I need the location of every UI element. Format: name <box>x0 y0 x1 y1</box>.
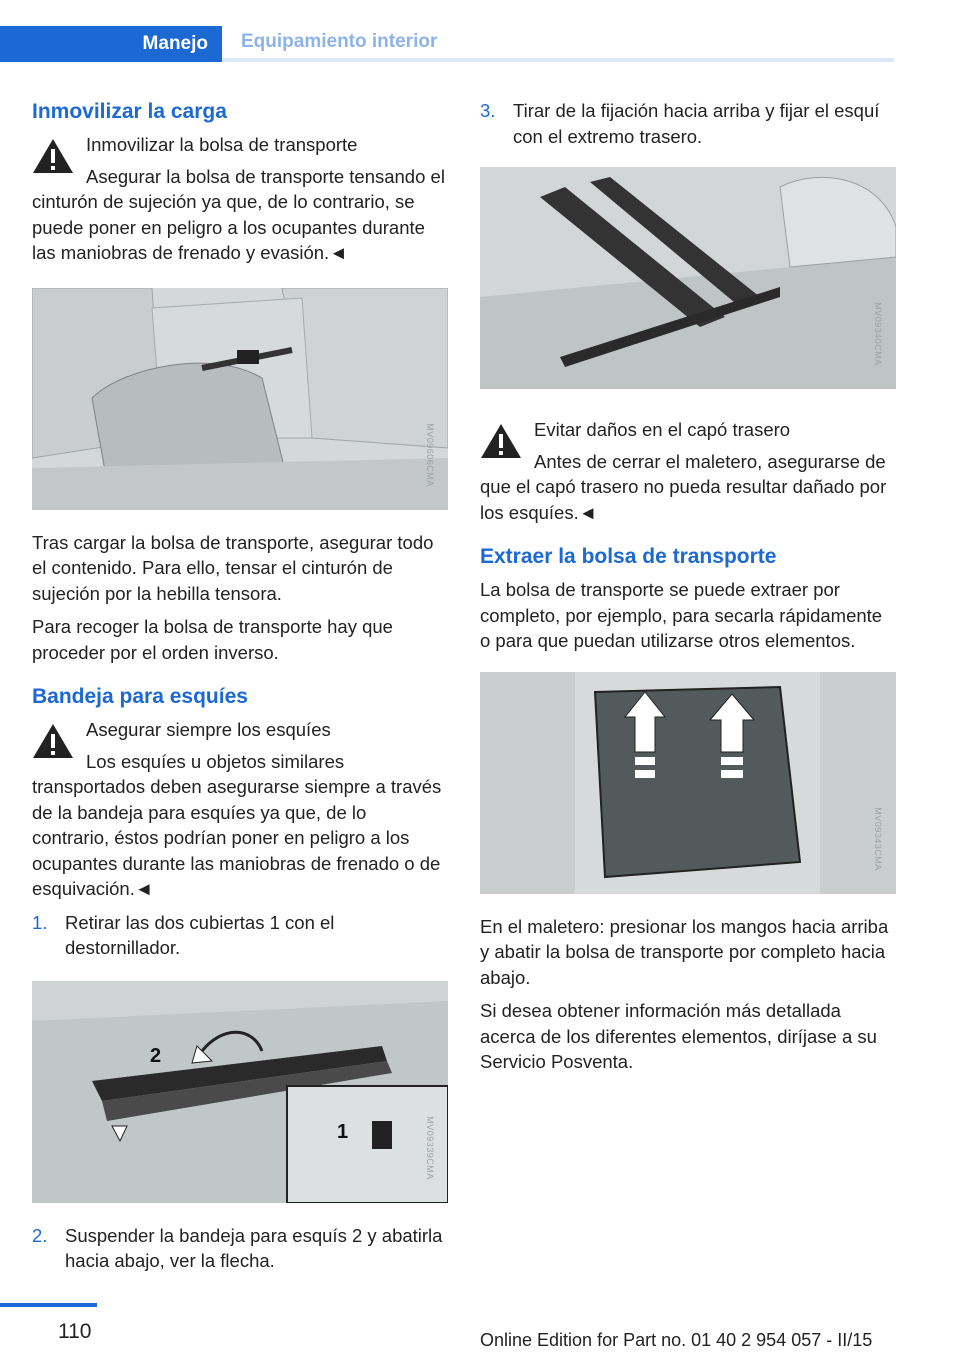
step-number: 3. <box>480 100 496 121</box>
warning-title: Evitar daños en el capó trasero <box>534 419 791 440</box>
figure-code: MV09343CMA <box>873 806 884 871</box>
page-number: 110 <box>58 1320 92 1343</box>
warning-title: Inmovilizar la bolsa de transporte <box>86 134 358 155</box>
footer-edition: Online Edition for Part no. 01 40 2 954 057 - II/15 <box>480 1330 873 1350</box>
warning-icon <box>32 723 74 759</box>
footer-accent-line <box>0 1303 97 1307</box>
figure-fijacion-esqui <box>480 167 896 389</box>
warning-block-carga <box>32 132 448 266</box>
figure-code: MV09340CMA <box>873 302 884 366</box>
figure-extraer-bolsa <box>480 672 896 894</box>
callout-2: 2 <box>150 1044 162 1067</box>
warning-block-capo <box>480 417 896 525</box>
figure-bolsa-transporte <box>32 288 448 510</box>
paragraph: La bolsa de transporte se puede extraer por completo, por ejemplo, para secarla rápidamente o para que puedan utilizarse otros elementos. <box>480 579 883 651</box>
illustration-bag-removal <box>480 672 896 894</box>
right-column <box>480 98 896 1083</box>
paragraph: Si desea obtener información más detallada acerca de los diferentes elementos, diríjase a su Servicio Posventa. <box>480 1000 877 1072</box>
figure-bandeja-esquies <box>32 981 448 1203</box>
illustration-seat-bag <box>32 288 448 510</box>
callout-1: 1 <box>337 1120 349 1143</box>
warning-icon <box>480 423 522 459</box>
warning-text: Los esquíes u objetos similares transportados deben asegurarse siempre a través de la bandeja para esquíes ya que, de lo contrario, éstos podrían poner en peligro a los ocupantes durante las maniobras de frenado o de esquivación.◄ <box>32 750 442 899</box>
illustration-ski-tray <box>32 981 448 1203</box>
heading-bandeja-esquies: Bandeja para esquíes <box>32 685 248 708</box>
figure-code: MV09339CMA <box>425 1115 436 1180</box>
warning-icon <box>32 138 74 174</box>
step-1 <box>32 910 448 961</box>
paragraph: Para recoger la bolsa de transporte hay que proceder por el orden inverso. <box>32 616 393 663</box>
warning-title: Asegurar siempre los esquíes <box>86 719 331 740</box>
warning-text: Asegurar la bolsa de transporte tensando el cinturón de sujeción ya que, de lo contrario, se puede poner en peligro a los ocupantes durante las maniobras de frenado y evasión.◄ <box>32 165 445 263</box>
step-number: 1. <box>32 911 48 933</box>
warning-block-esquies <box>32 717 448 902</box>
step-text: Retirar las dos cubiertas 1 con el destornillador. <box>65 911 335 958</box>
heading-inmovilizar-carga: Inmovilizar la carga <box>32 100 227 123</box>
left-column <box>32 98 448 1284</box>
figure-code: MV09606CMA <box>425 422 436 487</box>
paragraph: Tras cargar la bolsa de transporte, asegurar todo el contenido. Para ello, tensar el cinturón de sujeción por la hebilla tensora. <box>32 531 434 604</box>
step-3 <box>480 98 896 149</box>
tab-manejo[interactable]: Manejo <box>0 26 222 62</box>
warning-text: Antes de cerrar el maletero, asegurarse de que el capó trasero no pueda resultar dañado por los esquíes.◄ <box>480 450 887 523</box>
step-text: Suspender la bandeja para esquís 2 y abatirla hacia abajo, ver la flecha. <box>65 1224 443 1271</box>
step-number: 2. <box>32 1224 48 1246</box>
paragraph: En el maletero: presionar los mangos hacia arriba y abatir la bolsa de transporte por completo hacia abajo. <box>480 915 889 988</box>
illustration-ski-fixing <box>480 167 896 389</box>
step-text: Tirar de la fijación hacia arriba y fijar el esquí con el extremo trasero. <box>513 100 880 147</box>
step-2 <box>32 1223 448 1274</box>
heading-extraer-bolsa: Extraer la bolsa de transporte <box>480 545 777 568</box>
tab-equipamiento-interior[interactable]: Equipamiento interior <box>222 26 894 62</box>
